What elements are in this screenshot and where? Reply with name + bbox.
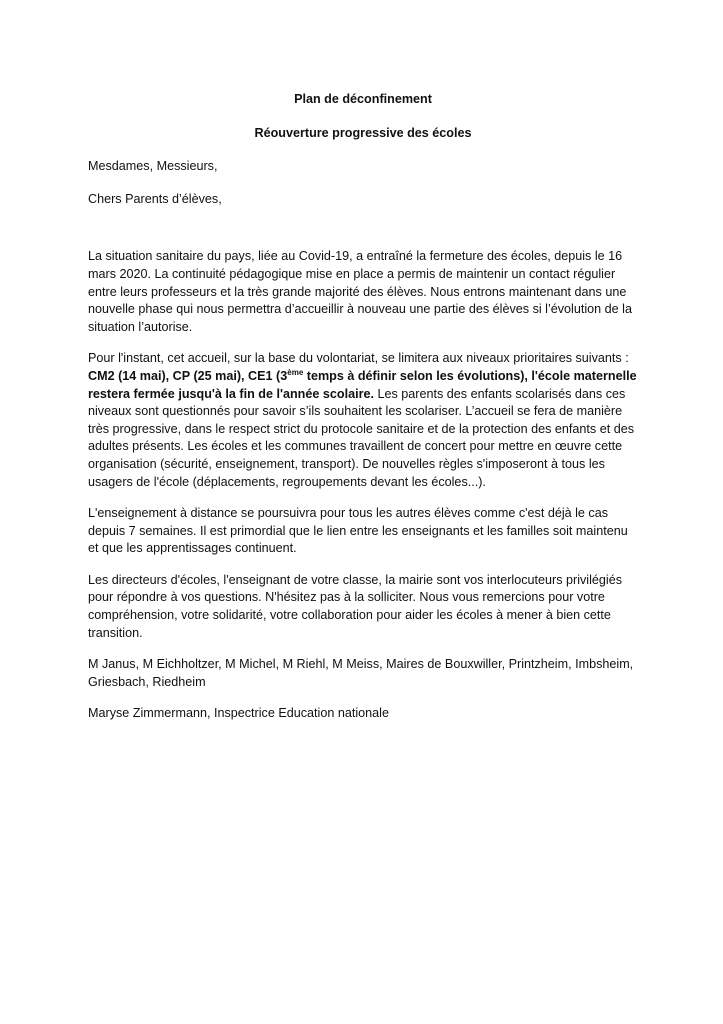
document-subtitle: Réouverture progressive des écoles xyxy=(254,125,472,140)
paragraph-situation: La situation sanitaire du pays, liée au Covid-19, a entraîné la fermeture des écoles, depuis le 16 mars 2020. La continuité pédagogique mise en place a permis de maintenir un contact régulier entre leurs professeurs et la très grande majorité des élèves. Nous entrons maintenant dans une nouvelle phase qui nous permettra d’accueillir à nouveau une partie des élèves si l’évolution de la situation l’autorise. xyxy=(88,249,632,334)
reception-intro-text: Pour l'instant, cet accueil, sur la base du volontariat, se limitera aux niveaux prioritaires suivants : xyxy=(88,351,629,366)
priority-levels-part-1: CM2 (14 mai), CP (25 mai), CE1 (3 xyxy=(88,368,288,383)
signatory-inspector: Maryse Zimmermann, Inspectrice Education nationale xyxy=(88,706,389,721)
letter-body xyxy=(88,91,638,723)
signatories-mayors: M Janus, M Eichholtzer, M Michel, M Riehl, M Meiss, Maires de Bouxwiller, Printzheim, Imbsheim, Griesbach, Riedheim xyxy=(88,657,634,689)
paragraph-distance-learning: L'enseignement à distance se poursuivra pour tous les autres élèves comme c'est déjà le cas depuis 7 semaines. Il est primordial que le lien entre les enseignants et les familles soit maintenu et que les apprentissages continuent. xyxy=(88,506,628,556)
greeting-line-2: Chers Parents d’élèves, xyxy=(88,191,222,206)
paragraph-contacts: Les directeurs d'écoles, l'enseignant de votre classe, la mairie sont vos interlocuteurs privilégiés pour répondre à vos questions. N'hésitez pas à la solliciter. Nous vous remercions pour votre compréhension, votre solidarité, votre collaboration pour aider les écoles à mener à bien cette transition. xyxy=(88,572,623,640)
priority-levels-part-2: temps à définir selon les évolutions), l'école maternelle restera fermée jusqu'à la fin de l'année scolaire. xyxy=(88,368,637,401)
paragraph-reception xyxy=(88,350,638,491)
greeting-line-1: Mesdames, Messieurs, xyxy=(88,159,218,174)
reception-details-text: Les parents des enfants scolarisés dans ces niveaux sont questionnés pour savoir s’ils souhaitent les scolariser. L’accueil se fera de manière très progressive, dans le respect strict du protocole sanitaire et de la protection des enfants et des adultes présents. Les écoles et les communes travaillent de concert pour mettre en œuvre cette organisation (sécurité, enseignement, transport). De nouvelles règles s'imposeront à tous les usagers de l'école (déplacements, regroupements devant les écoles...). xyxy=(88,386,635,489)
ordinal-superscript: ème xyxy=(287,367,304,377)
document-title: Plan de déconfinement xyxy=(294,92,432,106)
